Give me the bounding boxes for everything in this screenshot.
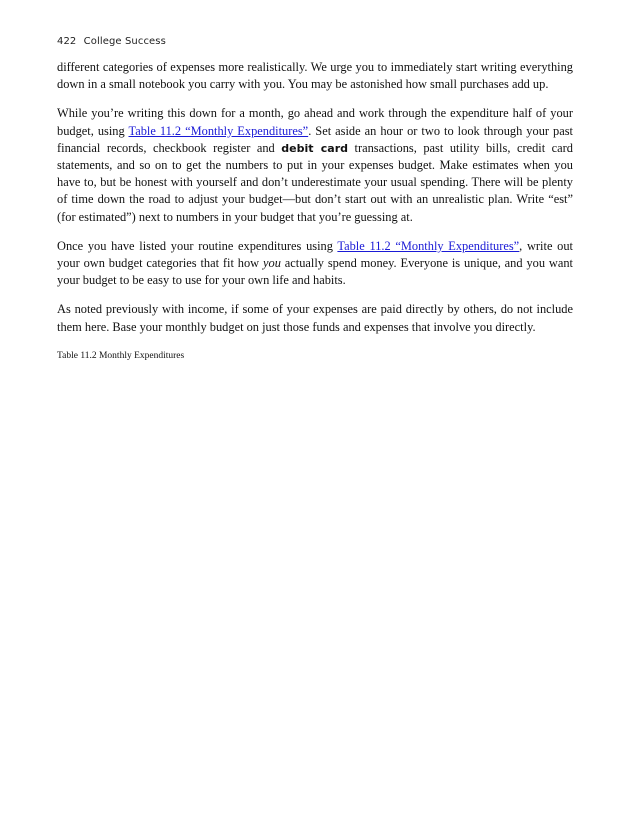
paragraph-3-text-a: Once you have listed your routine expenditures using [57,238,338,253]
paragraph-2-text-a: While you’re writing this down for a month, go ahead and work through the expenditure half of your budget, using [57,106,573,138]
page-number: 422 [57,36,77,47]
book-title: College Success [83,36,166,47]
table-link[interactable]: Table 11.2 “Monthly Expenditures” [128,123,309,138]
paragraph-3-text-b: , write out your own budget categories that fit how [57,238,573,271]
emphasis-text: you [263,256,281,271]
table-link[interactable]: Table 11.2 “Monthly Expenditures” [337,238,520,253]
table-caption: Table 11.2 Monthly Expenditures [57,350,185,361]
running-header [57,36,166,47]
paragraph-1: different categories of expenses more realistically. We urge you to immediately start writing everything down in a small notebook you carry with you. You may be astonished how small purchases add up. [57,60,573,92]
paragraph-2 [57,105,573,225]
body-text [57,59,573,365]
paragraph-3-text-c: actually spend money. Everyone is unique, and you want your budget to be easy to use for your own life and habits. [57,256,573,288]
key-term: debit card [281,141,349,155]
paragraph-2-text-c: transactions, past utility bills, credit card statements, and so on to get the numbers to put in your expenses budget. Make estimates when you have to, but be honest with yourself and don’t underestimate your usual spending. There will be plenty of time down the road to adjust your budget—but don’t start out with an unrealistic plan. Write “est” (for estimated”) next to numbers in your budget that you’re guessing at. [57,140,573,224]
paragraph-2-text-b: . Set aside an hour or two to look through your past financial records, checkbook register and [57,123,573,155]
paragraph-4: As noted previously with income, if some of your expenses are paid directly by others, do not include them here. Base your monthly budget on just those funds and expenses that involve you directly. [57,302,573,334]
paragraph-3 [57,238,573,290]
